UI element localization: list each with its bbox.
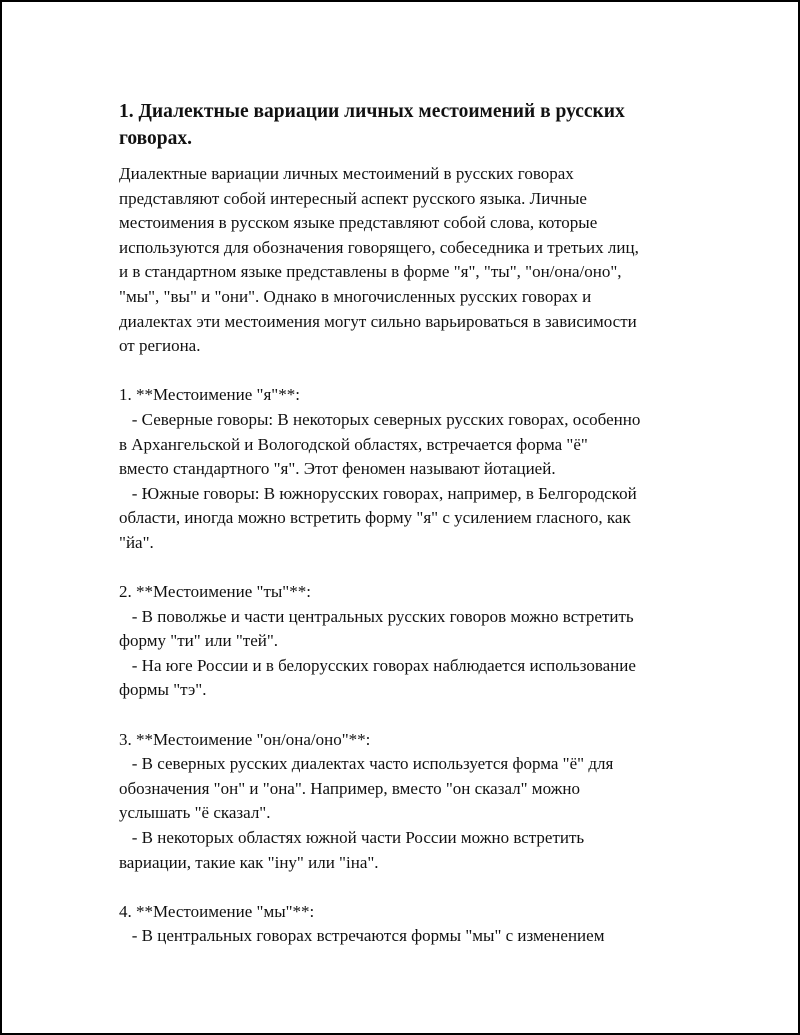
- section-text: - В северных русских диалектах часто используется форма "ё" для обозначения "он" и "она". Например, вместо "он сказал" можно услышать "ё сказал". - В некоторых областях южной части России можно встретить вариации, такие как "іну" или "іна".: [119, 754, 614, 872]
- section-pronoun-ya: [119, 383, 699, 555]
- intro-paragraph: Диалектные вариации личных местоимений в русских говорах представляют собой интересный аспект русского языка. Личные местоимения в русском языке представляют собой слова, которые используются для обозначения говорящего, собеседника и третьих лиц, и в стандартном языке представлены в форме "я", "ты", "он/она/оно", "мы", "вы" и "они". Однако в многочисленных русских говорах и диалектах эти местоимения могут сильно варьироваться в зависимости от региона.: [119, 164, 639, 356]
- section-heading: 4. **Местоимение "мы"**:: [119, 901, 315, 921]
- section-pronoun-my: [119, 900, 699, 949]
- section-pronoun-on: [119, 728, 699, 876]
- section-heading: 1. **Местоимение "я"**:: [119, 385, 300, 405]
- section-pronoun-ty: [119, 580, 699, 703]
- section-heading: 3. **Местоимение "он/она/оно"**:: [119, 729, 371, 749]
- document-body: [119, 98, 699, 949]
- section-text: - В центральных говорах встречаются формы "мы" с изменением: [119, 926, 605, 946]
- section-text: - В поволжье и части центральных русских говоров можно встретить форму "ти" или "тей". - На юге России и в белорусских говорах наблюдается использование формы "тэ".: [119, 606, 636, 700]
- section-text: - Северные говоры: В некоторых северных русских говорах, особенно в Архангельской и Вологодской областях, встречается форма "ё" вместо стандартного "я". Этот феномен называют йотацией. - Южные говоры: В южнорусских говорах, например, в Белгородской области, иногда можно встретить форму "я" с усилением гласного, как "йа".: [119, 409, 641, 552]
- document-title: 1. Диалектные вариации личных местоимений в русских говорах.: [119, 101, 625, 149]
- section-heading: 2. **Местоимение "ты"**:: [119, 582, 311, 602]
